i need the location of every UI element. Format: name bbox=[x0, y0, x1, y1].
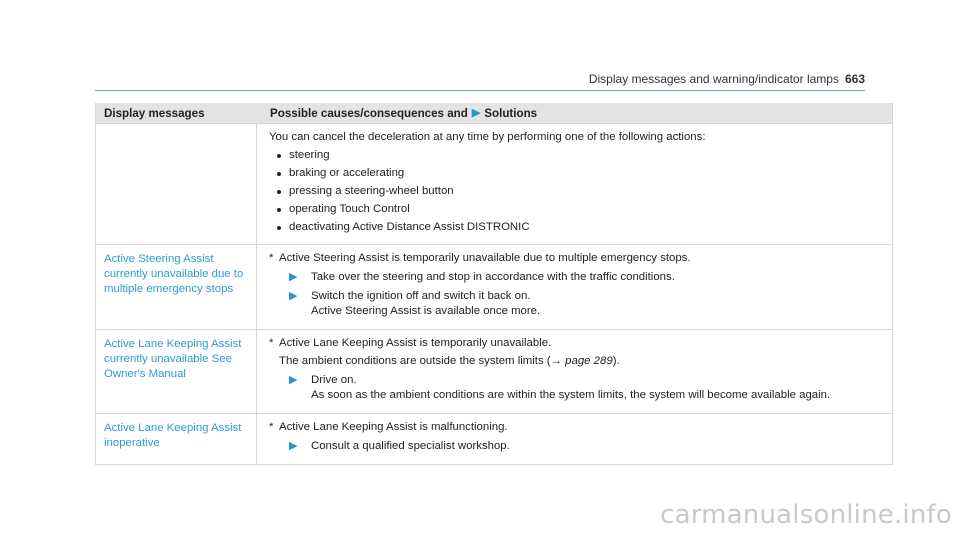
list-item: operating Touch Control bbox=[277, 202, 882, 217]
list-item: steering bbox=[277, 148, 882, 163]
running-header bbox=[589, 72, 865, 86]
solution-text: Drive on. bbox=[311, 374, 357, 386]
solution-text: Take over the steering and stop in accordance with the traffic conditions. bbox=[311, 271, 675, 283]
table-row bbox=[96, 123, 892, 244]
display-message: Active Lane Keeping Assist inoperative bbox=[96, 414, 257, 464]
cause-description: Active Lane Keeping Assist is temporarily unavailable. bbox=[279, 337, 552, 349]
detail-suffix: ). bbox=[612, 355, 620, 367]
solution-cell bbox=[257, 245, 892, 329]
column-header-display-messages: Display messages bbox=[104, 106, 205, 120]
solution-step bbox=[289, 439, 882, 454]
list-item: pressing a steering-wheel button bbox=[277, 184, 882, 199]
header-divider bbox=[95, 90, 865, 91]
detail-prefix: The ambient conditions are outside the system limits ( bbox=[279, 355, 551, 367]
solution-cell bbox=[257, 124, 892, 244]
solution-text: Switch the ignition off and switch it back on. bbox=[311, 290, 531, 302]
list-item: deactivating Active Distance Assist DISTRONIC bbox=[277, 220, 882, 235]
solution-result-text: Active Steering Assist is available once more. bbox=[311, 305, 541, 317]
cause-text bbox=[269, 251, 882, 266]
table-row bbox=[96, 413, 892, 464]
table-row bbox=[96, 329, 892, 413]
message-cell bbox=[96, 124, 257, 244]
solution-step bbox=[289, 373, 882, 403]
cancel-intro-text: You can cancel the deceleration at any time by performing one of the following actions: bbox=[269, 131, 706, 143]
solution-cell bbox=[257, 330, 892, 413]
solution-text: Consult a qualified specialist workshop. bbox=[311, 440, 510, 452]
cause-description: Active Steering Assist is temporarily unavailable due to multiple emergency stops. bbox=[279, 252, 691, 264]
play-triangle-icon: ▶ bbox=[289, 374, 298, 386]
table-header bbox=[96, 103, 892, 123]
column-header-solutions-label: Solutions bbox=[484, 106, 538, 120]
page-reference-link[interactable]: → page 289 bbox=[550, 355, 613, 367]
section-title: Display messages and warning/indicator lamps bbox=[588, 72, 839, 86]
display-messages-table bbox=[95, 103, 893, 465]
table-row bbox=[96, 244, 892, 329]
cause-marker: * bbox=[269, 337, 274, 349]
solution-text-block bbox=[311, 373, 830, 403]
solution-result-text: As soon as the ambient conditions are within the system limits, the system will become available again. bbox=[311, 389, 831, 401]
play-triangle-icon: ▶ bbox=[289, 440, 298, 452]
cause-text bbox=[269, 336, 882, 351]
column-header-causes-solutions bbox=[257, 106, 892, 121]
solution-text-block bbox=[311, 289, 540, 319]
cause-marker: * bbox=[269, 252, 274, 264]
display-message: Active Lane Keeping Assist currently unavailable See Owner's Manual bbox=[96, 330, 257, 413]
solution-step bbox=[289, 270, 882, 285]
page-number: 663 bbox=[844, 72, 865, 86]
solution-cell bbox=[257, 414, 892, 464]
solution-step bbox=[289, 289, 882, 319]
cancel-actions-list bbox=[269, 148, 882, 235]
cause-description: Active Lane Keeping Assist is malfunctioning. bbox=[279, 421, 508, 433]
cause-marker: * bbox=[269, 421, 274, 433]
watermark: carmanualsonline.info bbox=[660, 500, 952, 530]
detail-text bbox=[279, 354, 882, 369]
play-triangle-icon: ▶ bbox=[471, 106, 481, 119]
play-triangle-icon: ▶ bbox=[289, 290, 298, 302]
list-item: braking or accelerating bbox=[277, 166, 882, 181]
display-message: Active Steering Assist currently unavailable due to multiple emergency stops bbox=[96, 245, 257, 329]
play-triangle-icon: ▶ bbox=[289, 271, 298, 283]
column-header-causes-label: Possible causes/consequences and bbox=[270, 106, 468, 120]
cause-text bbox=[269, 420, 882, 435]
